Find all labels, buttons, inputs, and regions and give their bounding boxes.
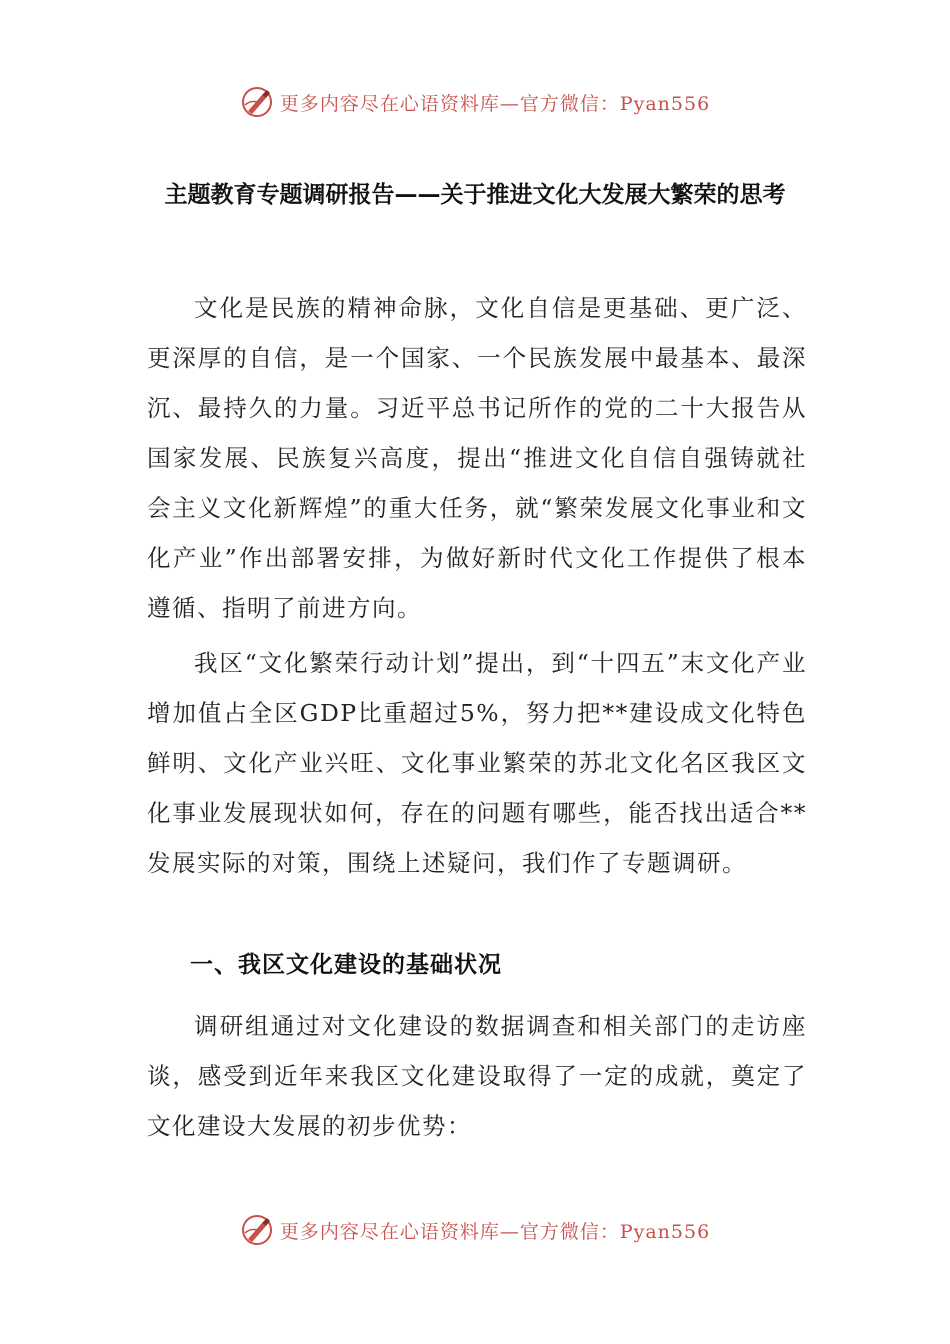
document-title: 主题教育专题调研报告——关于推进文化大发展大繁荣的思考 xyxy=(164,182,786,208)
pen-logo-icon xyxy=(240,1213,274,1247)
section-heading: 一、我区文化建设的基础状况 xyxy=(190,952,502,978)
footer-watermark xyxy=(0,1210,950,1250)
header-watermark xyxy=(0,82,950,122)
pen-logo-icon xyxy=(240,85,274,119)
paragraph-plan: 我区“文化繁荣行动计划”提出，到“十四五”末文化产业增加值占全区GDP比重超过5%，努力把**建设成文化特色鲜明、文化产业兴旺、文化事业繁荣的苏北文化名区我区文化事业发展现状如何，存在的问题有哪些，能否找出适合**发展实际的对策，围绕上述疑问，我们作了专题调研。 xyxy=(147,649,807,877)
paragraph-survey: 调研组通过对文化建设的数据调查和相关部门的走访座谈，感受到近年来我区文化建设取得了一定的成就，奠定了文化建设大发展的初步优势： xyxy=(147,1012,807,1140)
paragraph-intro: 文化是民族的精神命脉，文化自信是更基础、更广泛、更深厚的自信，是一个国家、一个民族发展中最基本、最深沉、最持久的力量。习近平总书记所作的党的二十大报告从国家发展、民族复兴高度，提出“推进文化自信自强铸就社会主义文化新辉煌”的重大任务，就“繁荣发展文化事业和文化产业”作出部署安排，为做好新时代文化工作提供了根本遵循、指明了前进方向。 xyxy=(147,294,807,622)
watermark-text: 更多内容尽在心语资料库—官方微信：Pyan556 xyxy=(279,1220,711,1243)
watermark-text: 更多内容尽在心语资料库—官方微信：Pyan556 xyxy=(279,92,711,115)
